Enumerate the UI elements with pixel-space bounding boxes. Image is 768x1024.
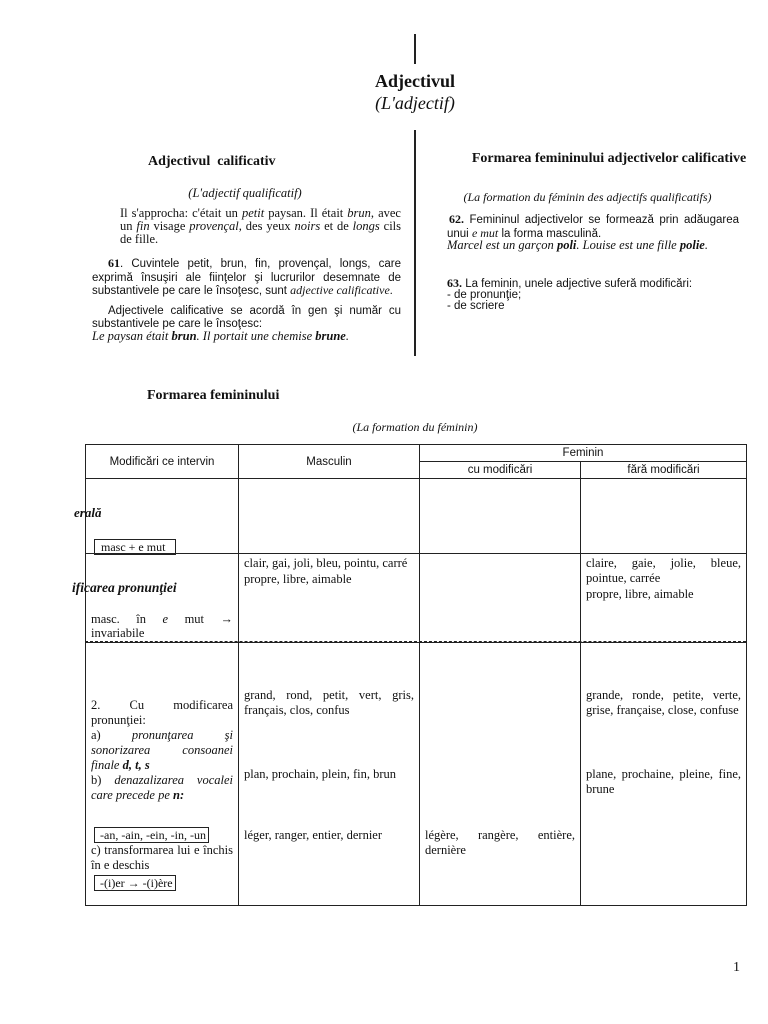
rule-box: -an, -ain, -ein, -in, -un: [94, 827, 209, 843]
row-no-change-masc: clair, gai, joli, bleu, pointu, carré propre, libre, aimable: [239, 554, 420, 643]
top-divider: [414, 34, 416, 64]
page-subtitle: (L'adjectif): [375, 93, 455, 113]
section-heading: Formarea femininului: [147, 388, 280, 403]
row-no-change-label: ificarea pronunţiei masc. în e mut → invariabile: [86, 554, 239, 643]
table-dashed-separator: [85, 641, 746, 642]
right-subheading: (La formation du féminin des adjectifs qualificatifs): [463, 190, 712, 204]
row-general-masc: [239, 479, 420, 554]
rule-box: masc + e mut: [94, 539, 176, 555]
row-general-fem-with: [420, 479, 581, 554]
row-pronunciation-fem-without: grande, ronde, petite, verte, grise, française, close, confuse plane, prochaine, pleine, fine, brune: [581, 643, 747, 906]
paragraph-62-example: Marcel est un garçon poli. Louise est une fille polie.: [447, 238, 708, 252]
paragraph-62: 62. Femininul adjectivelor se formează prin adăugarea unui e mut la forma masculină.: [447, 212, 739, 240]
table-dashed-bottom: [85, 905, 746, 906]
feminine-formation-table: [72, 444, 747, 906]
header-masculine: Masculin: [239, 445, 420, 479]
list-item: - de pronunţie;: [447, 289, 522, 301]
page-title: Adjectivul: [375, 71, 455, 91]
list-item: - de scriere: [447, 300, 505, 312]
header-with-changes: cu modificări: [420, 462, 581, 479]
row-pronunciation-fem-with: légère, rangère, entière, dernière: [420, 643, 581, 906]
row-pronunciation-masc: grand, rond, petit, vert, gris, français, clos, confus plan, prochain, plein, fin, brun léger, ranger, entier, dernier: [239, 643, 420, 906]
page-number: 1: [733, 960, 740, 975]
section-subheading: (La formation du féminin): [352, 420, 478, 434]
header-feminine: Feminin: [420, 445, 747, 462]
right-heading: Formarea femininului adjectivelor calificative: [471, 151, 747, 166]
left-subheading: (L'adjectif qualificatif): [188, 186, 302, 200]
paragraph-agree: Adjectivele calificative se acordă în gen şi număr cu substantivele pe care le însoţesc:: [92, 305, 401, 330]
row-pronunciation-label: 2. Cu modificarea pronunţiei: a) pronunţarea şi sonorizarea consoanei finale d, t, s b) denazalizarea vocalei care precede pe n: -an, -ain, -ein, -in, -un c) transformarea lui e închis în e deschis -(i)er → -(i)ère: [86, 643, 239, 906]
column-divider: [414, 130, 416, 356]
agree-example: Le paysan était brun. Il portait une chemise brune.: [92, 329, 349, 343]
row-general-fem-without: [581, 479, 747, 554]
paragraph-63: 63. La feminin, unele adjective suferă modificări:: [447, 276, 693, 290]
row-no-change-fem-without: claire, gaie, jolie, bleue, pointue, carrée propre, libre, aimable: [581, 554, 747, 643]
rule-box: -(i)er → -(i)ère: [94, 875, 176, 891]
left-example: Il s'approcha: c'était un petit paysan. Il était brun, avec un fin visage provençal, des yeux noirs et de longs cils de fille.: [120, 206, 401, 246]
left-heading: Adjectivul calificativ: [148, 154, 276, 169]
header-changes: Modificări ce intervin: [86, 445, 239, 479]
paragraph-61: 61. Cuvintele petit, brun, fin, provençal, longs, care exprimă însuşiri ale fiinţelor şi lucrurilor desemnate de substantivele pe care le însoţesc, sunt adjective calificative.: [92, 256, 401, 297]
row-no-change-fem-with: [420, 554, 581, 643]
header-without-changes: fără modificări: [581, 462, 747, 479]
row-general-label: erală masc + e mut: [86, 479, 239, 554]
